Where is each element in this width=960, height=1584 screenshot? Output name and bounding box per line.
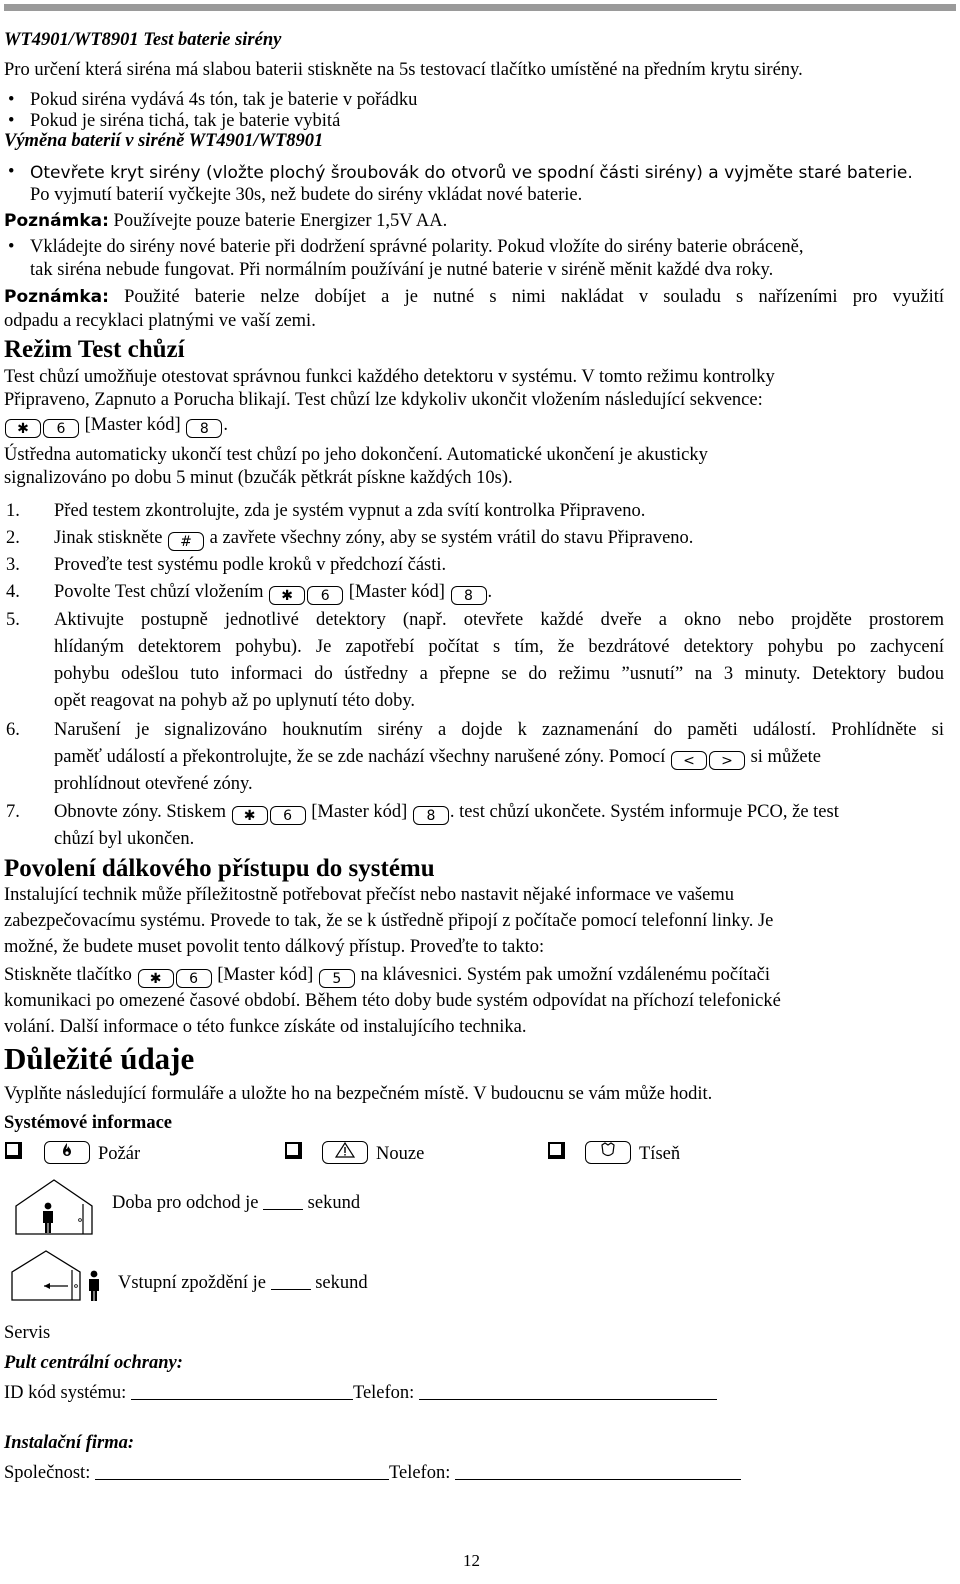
key-5-icon: 5 xyxy=(319,969,355,988)
key-6-icon: 6 xyxy=(307,586,343,605)
exit-delay-label: Doba pro odchod je xyxy=(112,1193,259,1213)
fire-label: Požár xyxy=(98,1144,141,1164)
emergency-checkbox[interactable] xyxy=(285,1142,302,1159)
step-6-l3: prohlídnout otevřené zóny. xyxy=(54,774,253,794)
note-recycling-l2: odpadu a recyklaci platnými ve vaší zemi. xyxy=(4,311,316,331)
step-number: 5. xyxy=(6,610,20,630)
bullet-dot: • xyxy=(8,111,15,131)
left-arrow-key-icon: < xyxy=(671,751,707,770)
fire-icon xyxy=(44,1141,90,1164)
installer-phone-label: Telefon: xyxy=(388,1463,451,1483)
bullet-dot: • xyxy=(8,90,15,110)
note-label: Poznámka: xyxy=(4,287,109,307)
right-arrow-key-icon: > xyxy=(709,751,745,770)
important-data-heading: Důležité údaje xyxy=(4,1041,195,1076)
monitoring-fields xyxy=(4,1382,717,1404)
hash-key-icon: # xyxy=(168,532,204,551)
step-5-l4: opět reagovat na pohyb až po uplynutí této doby. xyxy=(54,691,416,711)
entry-delay-field[interactable] xyxy=(271,1273,311,1290)
exit-delay-unit: sekund xyxy=(307,1193,361,1213)
step-5-l2: hlídaným detektorem pohybu). Je zapotřebí počítat s tím, že bezdrátové detektory pohybu po zachycení xyxy=(54,637,944,657)
master-code-label: [Master kód] xyxy=(217,965,314,985)
master-code-label: [Master kód] xyxy=(311,802,408,822)
siren-bullet-empty: Pokud je siréna tichá, tak je baterie vybitá xyxy=(30,111,341,131)
step-6-text-b: si můžete xyxy=(750,747,821,767)
note-text: Používejte pouze baterie Energizer 1,5V AA. xyxy=(108,211,448,231)
system-info-title: Systémové informace xyxy=(4,1113,172,1133)
fire-checkbox[interactable] xyxy=(5,1142,22,1159)
monitoring-phone-field[interactable] xyxy=(419,1383,717,1400)
walk-test-sequence: ✱ 6 [Master kód] 8 . xyxy=(4,414,228,438)
battery-step-open: Otevřete kryt sirény (vložte plochý šroubovák do otvorů ve spodní části sirény) a vyjměte staré baterie. xyxy=(30,163,913,183)
important-intro: Vyplňte následující formuláře a uložte ho na bezpečném místě. V budoucnu se vám může hodit. xyxy=(4,1084,713,1104)
house-entry-icon xyxy=(8,1248,108,1309)
company-label: Společnost: xyxy=(4,1463,91,1483)
step-number: 6. xyxy=(6,720,20,740)
step-number: 1. xyxy=(6,501,20,521)
remote-p1-l3: možné, že budete muset povolit tento dálkový přístup. Proveďte to takto: xyxy=(4,937,545,957)
note-label: Poznámka: xyxy=(4,211,109,231)
step-6-l1: Narušení je signalizováno houknutím sirény a dojde k zaznamenání do paměti událostí. Prohlídněte si xyxy=(54,720,944,740)
step-6-text-a: paměť událostí a překontrolujte, že se zde nachází všechny narušené zóny. Pomocí xyxy=(54,747,666,767)
note-text: Použité baterie nelze dobíjet a je nutné s nimi nakládat v souladu s nařízeními pro využití xyxy=(108,287,944,307)
star-key-icon: ✱ xyxy=(138,969,174,988)
entry-delay-label: Vstupní zpoždění je xyxy=(118,1273,266,1293)
emergency-label: Nouze xyxy=(376,1144,425,1164)
siren-test-intro: Pro určení která siréna má slabou baterii stiskněte na 5s testovací tlačítko umístěné na předním krytu sirény. xyxy=(4,60,803,80)
key-6-icon: 6 xyxy=(43,419,79,438)
step-number: 2. xyxy=(6,528,20,548)
remote-p1-l2: zabezpečovacímu systému. Provede to tak, že se k ústředně připojí z počítače pomocí telefonní linky. Je xyxy=(4,911,774,931)
entry-delay-line xyxy=(118,1272,368,1294)
company-field[interactable] xyxy=(95,1463,389,1480)
system-id-field[interactable] xyxy=(131,1383,353,1400)
step-3: Proveďte test systému podle kroků v předchozí části. xyxy=(54,555,447,575)
step-2-text-b: a zavřete všechny zóny, aby se systém vrátil do stavu Připraveno. xyxy=(209,528,694,548)
installer-phone-field[interactable] xyxy=(455,1463,741,1480)
step-7-l2: chůzí byl ukončen. xyxy=(54,829,195,849)
bullet-dot: • xyxy=(8,162,15,182)
step-5-l3: pohybu odešlou tuto informaci do ústředny a přepne se do režimu ”usnutí” na 3 minuty. Detektory budou xyxy=(54,664,944,684)
warning-triangle-icon xyxy=(322,1141,368,1164)
walk-test-p1-l1: Test chůzí umožňuje otestovat správnou funkci každého detektoru v systému. V tomto režimu kontrolky xyxy=(4,367,775,387)
remote-p2-l1 xyxy=(4,964,770,988)
note-energizer xyxy=(4,210,447,232)
step-6-l2 xyxy=(54,746,821,770)
subsection-title-battery-replace: Výměna baterií v siréně WT4901/WT8901 xyxy=(4,131,324,151)
step-number: 4. xyxy=(6,582,20,602)
remote-access-heading: Povolení dálkového přístupu do systému xyxy=(4,855,435,882)
remote-p2-l3: volání. Další informace o této funkce získáte od instalujícího technika. xyxy=(4,1017,527,1037)
installer-title: Instalační firma: xyxy=(4,1433,135,1453)
remote-keypad-text: na klávesnici. Systém pak umožní vzdálenému počítači xyxy=(360,965,770,985)
house-exit-icon xyxy=(12,1176,94,1243)
star-key-icon: ✱ xyxy=(5,419,41,438)
panic-shield-icon xyxy=(585,1141,631,1164)
walk-test-p2-l2: signalizováno po dobu 5 minut (bzučák pětkrát pískne každých 10s). xyxy=(4,468,513,488)
step-number: 3. xyxy=(6,555,20,575)
battery-polarity-l1: Vkládejte do sirény nové baterie při dodržení správné polarity. Pokud vložíte do sirény baterie obráceně, xyxy=(30,237,804,257)
remote-p1-l1: Instalující technik může příležitostně potřebovat přečíst nebo nastavit nějaké informace ve vašemu xyxy=(4,885,734,905)
page-number: 12 xyxy=(463,1551,480,1570)
service-label: Servis xyxy=(4,1323,51,1343)
step-7-text-c: . test chůzí ukončete. Systém informuje PCO, že test xyxy=(449,802,839,822)
key-6-icon: 6 xyxy=(270,806,306,825)
exit-delay-line xyxy=(112,1192,360,1214)
step-4-text: Povolte Test chůzí vložením xyxy=(54,582,264,602)
remote-p2-l2: komunikaci po omezené časové období. Během této doby bude systém odpovídat na příchozí telefonické xyxy=(4,991,781,1011)
walk-test-p1-l2: Připraveno, Zapnuto a Porucha blikají. Test chůzí lze kdykoliv ukončit vložením následující sekvence: xyxy=(4,390,763,410)
section-title-siren-test: WT4901/WT8901 Test baterie sirény xyxy=(4,30,282,50)
panic-checkbox[interactable] xyxy=(548,1142,565,1159)
star-key-icon: ✱ xyxy=(232,806,268,825)
battery-polarity-l2: tak siréna nebude fungovat. Při normálním používání je nutné baterie v siréně měnit každé dva roky. xyxy=(30,260,774,280)
monitoring-phone-label: Telefon: xyxy=(352,1383,415,1403)
entry-delay-unit: sekund xyxy=(315,1273,368,1293)
bullet-dot: • xyxy=(8,237,15,257)
step-4: Povolte Test chůzí vložením ✱ 6 [Master kód] 8 . xyxy=(54,582,493,604)
note-recycling-l1 xyxy=(4,286,944,308)
battery-step-wait: Po vyjmutí baterií vyčkejte 30s, než budete do sirény vkládat nové baterie. xyxy=(30,185,583,205)
system-id-label: ID kód systému: xyxy=(4,1383,127,1403)
step-7-l1 xyxy=(54,801,839,825)
star-key-icon: ✱ xyxy=(269,586,305,605)
step-2 xyxy=(54,527,693,551)
key-8-icon: 8 xyxy=(186,419,222,438)
step-5-l1: Aktivujte postupně jednotlivé detektory (např. otevřete každé dveře a okno nebo projděte prostorem xyxy=(54,610,944,630)
remote-press-text: Stiskněte tlačítko xyxy=(4,965,132,985)
header-rule xyxy=(4,4,956,11)
step-2-text-a: Jinak stiskněte xyxy=(54,528,163,548)
step-7-text-a: Obnovte zóny. Stiskem xyxy=(54,802,226,822)
panic-label: Tíseň xyxy=(639,1144,681,1164)
step-1: Před testem zkontrolujte, zda je systém vypnut a zda svítí kontrolka Připraveno. xyxy=(54,501,646,521)
key-8-icon: 8 xyxy=(413,806,449,825)
walk-test-p2-l1: Ústředna automaticky ukončí test chůzí po jeho dokončení. Automatické ukončení je akusticky xyxy=(4,445,708,465)
exit-delay-field[interactable] xyxy=(263,1193,303,1210)
installer-fields xyxy=(4,1462,741,1484)
key-8-icon: 8 xyxy=(451,586,487,605)
master-code-label: [Master kód] xyxy=(348,582,445,602)
siren-bullet-ok: Pokud siréna vydává 4s tón, tak je baterie v pořádku xyxy=(30,90,418,110)
monitoring-title: Pult centrální ochrany: xyxy=(4,1353,183,1373)
step-number: 7. xyxy=(6,802,20,822)
master-code-label: [Master kód] xyxy=(84,415,181,435)
walk-test-heading: Režim Test chůzí xyxy=(4,336,185,363)
key-6-icon: 6 xyxy=(176,969,212,988)
